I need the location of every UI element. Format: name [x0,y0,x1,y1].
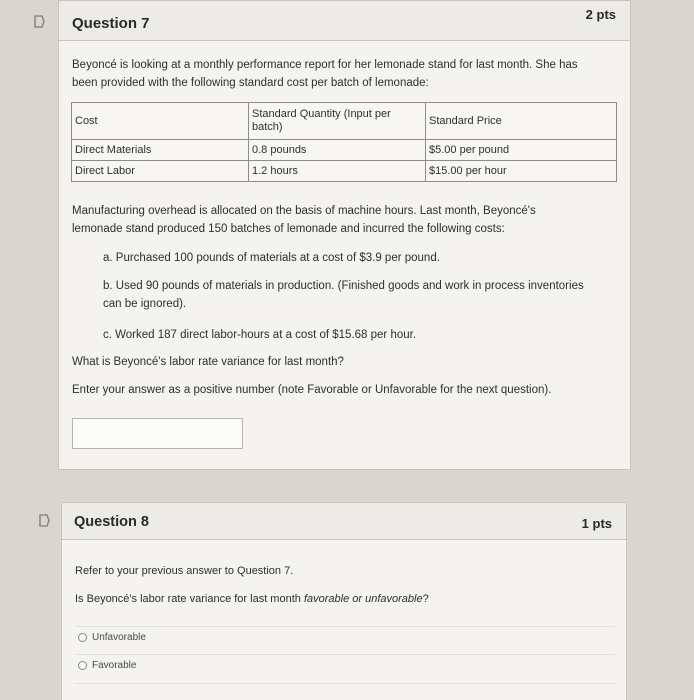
header-line: Standard Quantity (Input per [252,108,391,120]
radio-icon[interactable] [78,661,87,670]
cost-item-b-line: b. Used 90 pounds of materials in production. (Finished goods and work in process inventories [103,280,584,292]
question-title: Question 8 [74,514,149,530]
question-8-card [61,502,627,700]
question-8-line1: Refer to your previous answer to Question 7. [75,565,294,577]
question-title: Question 7 [72,15,150,32]
question-flag-icon[interactable] [32,15,45,28]
intro-text [72,56,578,92]
option-favorable[interactable] [78,660,136,671]
radio-icon[interactable] [78,633,87,642]
table-cell: $15.00 per hour [426,161,617,182]
option-divider [75,626,615,627]
option-label: Unfavorable [92,632,146,643]
question-instruction: Enter your answer as a positive number (note Favorable or Unfavorable for the next question). [72,384,552,396]
table-header-cell: Cost [72,103,249,140]
question-7-header [59,1,630,41]
overhead-line: Manufacturing overhead is allocated on the basis of machine hours. Last month, Beyoncé's [72,205,536,217]
question-7-card [58,0,631,470]
cost-item-c: c. Worked 187 direct labor-hours at a cost of $15.68 per hour. [103,329,417,341]
table-cell: 0.8 pounds [249,140,426,161]
option-unfavorable[interactable] [78,632,146,643]
option-divider [75,683,615,684]
cost-item-a: a. Purchased 100 pounds of materials at a cost of $3.9 per pound. [103,252,440,264]
question-flag-icon[interactable] [37,514,50,527]
question-8-line2-text: Is Beyoncé's labor rate variance for last month [75,593,304,605]
question-8-line2 [75,590,429,608]
question-points: 1 pts [581,516,612,531]
table-row [72,161,617,182]
overhead-line: lemonade stand produced 150 batches of lemonade and incurred the following costs: [72,223,505,235]
question-8-line2-suffix: ? [422,593,429,605]
cost-item-b-line: can be ignored). [103,298,187,310]
question-points: 2 pts [585,7,616,22]
overhead-text [72,202,536,238]
cost-item-b [103,277,584,313]
option-label: Favorable [92,660,137,671]
table-header-row [72,103,617,140]
option-divider [75,654,615,655]
table-header-cell [249,103,426,140]
table-cell: Direct Materials [72,140,249,161]
intro-line: Beyoncé is looking at a monthly performance report for her lemonade stand for last month. She has [72,59,578,71]
table-cell: 1.2 hours [249,161,426,182]
question-8-header [62,503,626,540]
answer-input[interactable] [72,418,243,449]
table-row [72,140,617,161]
table-cell: Direct Labor [72,161,249,182]
table-header-cell: Standard Price [426,103,617,140]
header-line: batch) [252,121,283,133]
standard-cost-table [71,102,617,182]
table-cell: $5.00 per pound [426,140,617,161]
question-8-line2-italic: favorable or unfavorable [303,593,423,605]
question-prompt: What is Beyoncé's labor rate variance for last month? [72,356,344,368]
intro-line: been provided with the following standard cost per batch of lemonade: [72,77,429,89]
